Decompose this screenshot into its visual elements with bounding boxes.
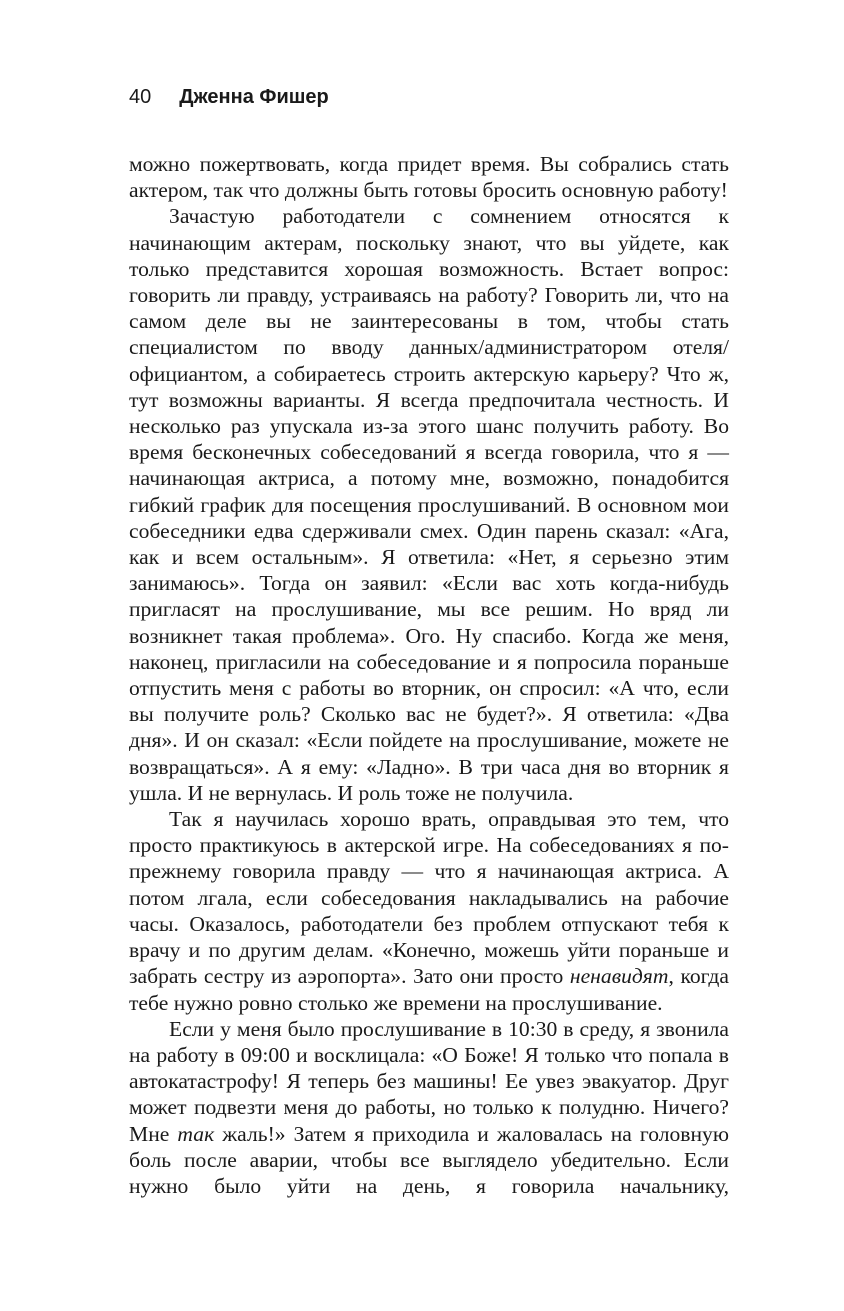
paragraph-text: Зачастую работодатели с сомнением относятся к начинающим актерам, поскольку знают, что вы уйдете, как только представится хорошая возможность. Встает вопрос: говорить ли правду, устраиваясь на работу? Говорить ли, что на самом деле вы не заинтересованы в том, чтобы стать специалистом по вводу данных/администратором отеля/официантом, а собираетесь строить актерскую карьеру? Что ж, тут возможны варианты. Я всегда предпочитала честность. И несколько раз упускала из-за этого шанс получить работу. Во время бесконечных собеседований я всегда говорила, что я — начинающая актриса, а потому мне, возможно, понадобится гибкий график для посещения прослушиваний. В основном мои собеседники едва сдерживали смех. Один парень сказал: «Ага, как и всем остальным». Я ответила: «Нет, я серьезно этим занимаюсь». Тогда он заявил: «Если вас хоть когда-нибудь пригласят на прослушивание, мы все решим. Но вряд ли возникнет такая проблема». Ого. Ну спасибо. Когда же меня, наконец, пригласили на собеседование и я попросила пораньше отпустить меня с работы во вторник, он спросил: «А что, если вы получите роль? Сколько вас не будет?». Я ответила: «Два дня». И он сказал: «Если пойдете на прослушивание, можете не возвращаться». А я ему: «Ладно». В три часа дня во вторник я ушла. И не вернулась. И роль тоже не получила. xyxy=(129,204,729,805)
author-name: Дженна Фишер xyxy=(179,86,329,108)
running-head xyxy=(129,86,329,116)
italic-emphasis: ненавидят xyxy=(569,964,669,989)
paragraph-3 xyxy=(129,806,729,1016)
paragraph-text: жаль!» Затем я приходила и жаловалась на головную боль после аварии, чтобы все выглядело убедительно. Если нужно было уйти на день, я говорила начальнику, xyxy=(129,1121,729,1198)
paragraph-text: можно пожертвовать, когда придет время. Вы собрались стать актером, так что должны быть готовы бросить основную работу! xyxy=(129,152,729,203)
page-number: 40 xyxy=(129,86,152,108)
paragraph-text: Если у меня было прослушивание в 10:30 в среду, я звонила на работу в 09:00 и восклицала: «О Боже! Я только что попала в автокатастрофу! Я теперь без машины! Ее увез эвакуатор. Друг может подвезти меня до работы, но только к полудню. Ничего? Мне xyxy=(129,1016,729,1146)
paragraph-1 xyxy=(129,151,729,203)
italic-emphasis: так xyxy=(177,1121,215,1146)
paragraph-text: Так я научилась хорошо врать, оправдывая это тем, что просто практикуюсь в актерской игре. На собеседованиях я по-прежнему говорила правду — что я начинающая актриса. А потом лгала, если собеседования накладывались на рабочие часы. Оказалось, работодатели без проблем отпускают тебя к врачу и по другим делам. «Конечно, можешь уйти пораньше и забрать сестру из аэропорта». Зато они просто xyxy=(129,807,729,989)
paragraph-2 xyxy=(129,203,729,806)
paragraph-4 xyxy=(129,1016,729,1199)
paragraph-text: , когда тебе нужно ровно столько же времени на прослушивание. xyxy=(129,964,729,1015)
body-text xyxy=(129,151,729,1199)
